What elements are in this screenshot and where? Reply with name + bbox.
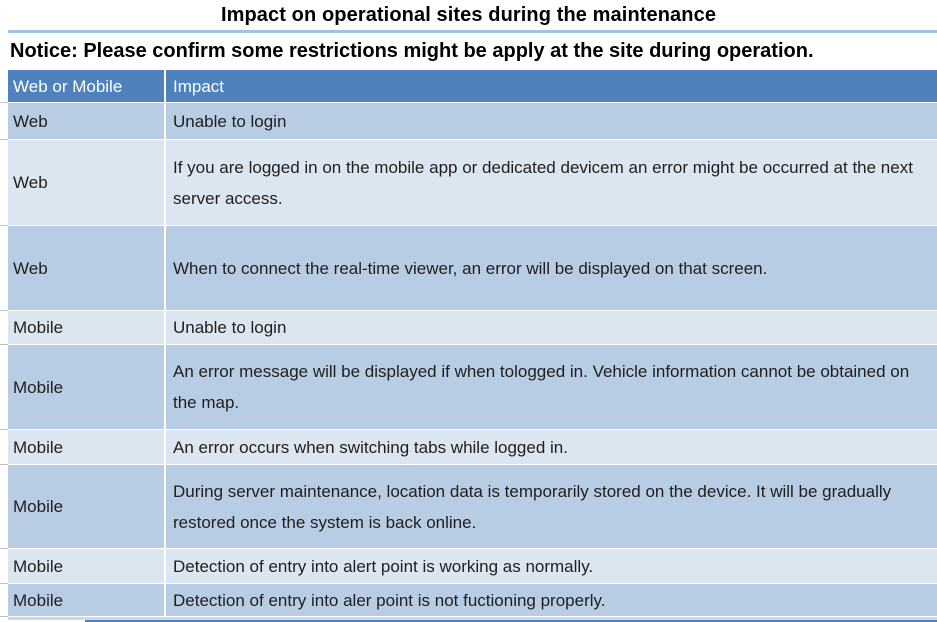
impact-cell xyxy=(166,140,937,226)
type-cell xyxy=(8,140,166,226)
impact-table xyxy=(0,70,937,617)
impact-cell xyxy=(166,584,937,617)
left-gutter xyxy=(0,30,8,33)
impact-cell-text: Unable to login xyxy=(173,111,287,131)
type-cell-text: Web xyxy=(13,173,48,192)
column-header-label: Impact xyxy=(173,76,225,96)
type-cell xyxy=(8,311,166,345)
type-cell xyxy=(8,430,166,465)
table-row xyxy=(0,140,937,226)
type-cell xyxy=(8,584,166,617)
type-cell xyxy=(8,345,166,430)
impact-cell-text: An error occurs when switching tabs while logged in. xyxy=(173,437,568,457)
table-row xyxy=(0,103,937,140)
type-cell-text: Mobile xyxy=(13,497,64,516)
title-row xyxy=(0,0,937,30)
left-gutter xyxy=(0,70,8,103)
table-row xyxy=(0,311,937,345)
left-gutter xyxy=(0,226,8,311)
column-header-web-or-mobile xyxy=(8,70,166,103)
impact-cell xyxy=(166,103,937,140)
impact-cell xyxy=(166,311,937,345)
left-gutter xyxy=(0,584,8,617)
impact-cell-text: If you are logged in on the mobile app or dedicated devicem an error might be occurred at the next server access. xyxy=(173,157,913,208)
type-cell xyxy=(8,226,166,311)
left-gutter xyxy=(0,311,8,345)
impact-cell xyxy=(166,465,937,549)
impact-cell xyxy=(166,430,937,465)
type-cell-text: Web xyxy=(13,111,48,131)
table-row xyxy=(0,549,937,584)
impact-cell xyxy=(166,345,937,430)
next-row-sliver xyxy=(0,617,937,622)
impact-cell-text: Detection of entry into alert point is working as normally. xyxy=(173,556,594,576)
type-cell-text: Mobile xyxy=(13,437,64,457)
left-gutter xyxy=(0,140,8,226)
notice-text: Notice: Please confirm some restrictions might be apply at the site during operation. xyxy=(10,40,814,62)
left-gutter xyxy=(0,549,8,584)
table-header-row xyxy=(0,70,937,103)
table-row xyxy=(0,345,937,430)
left-gutter xyxy=(0,103,8,140)
table-row xyxy=(0,226,937,311)
table-row xyxy=(0,465,937,549)
impact-cell-text: During server maintenance, location data is temporarily stored on the device. It will be gradually restored once the system is back online. xyxy=(173,481,892,532)
left-gutter xyxy=(0,430,8,465)
table-row xyxy=(0,430,937,465)
impact-cell-text: Unable to login xyxy=(173,318,287,337)
type-cell xyxy=(8,103,166,140)
type-cell xyxy=(8,549,166,584)
notice-row xyxy=(0,33,937,70)
type-cell-text: Web xyxy=(13,258,48,278)
page-title: Impact on operational sites during the maintenance xyxy=(220,3,717,26)
impact-cell xyxy=(166,226,937,311)
type-cell xyxy=(8,465,166,549)
type-cell-text: Mobile xyxy=(13,318,64,337)
impact-cell-text: An error message will be displayed if when tologged in. Vehicle information cannot be obtained on the map. xyxy=(173,362,910,412)
impact-cell-text: When to connect the real-time viewer, an error will be displayed on that screen. xyxy=(173,258,768,278)
column-header-label: Web or Mobile xyxy=(13,76,123,96)
type-cell-text: Mobile xyxy=(13,590,64,610)
type-cell-text: Mobile xyxy=(13,377,64,397)
left-gutter xyxy=(0,345,8,430)
title-divider-line xyxy=(8,30,937,33)
left-gutter xyxy=(0,465,8,549)
column-header-impact xyxy=(166,70,937,103)
impact-cell xyxy=(166,549,937,584)
impact-cell-text: Detection of entry into aler point is not fuctioning properly. xyxy=(173,590,606,610)
title-divider xyxy=(0,30,937,33)
table-row xyxy=(0,584,937,617)
type-cell-text: Mobile xyxy=(13,556,64,576)
